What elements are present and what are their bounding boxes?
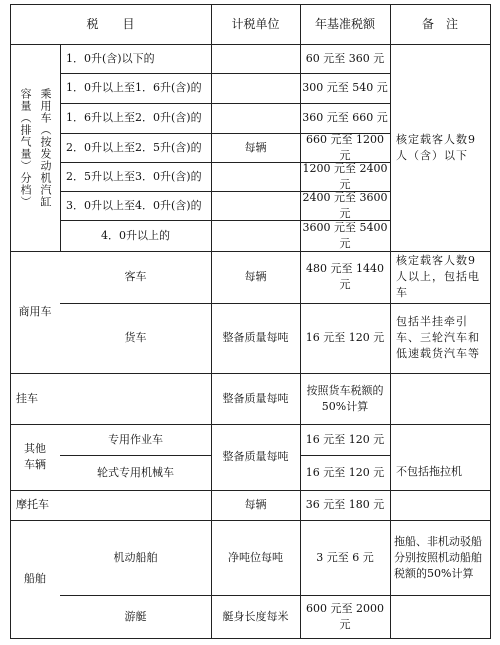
trailer-category: 挂车: [16, 391, 38, 405]
bus-unit: 每辆: [244, 270, 267, 283]
passenger-amount: 3600 元至 5400 元: [302, 220, 388, 250]
other-note: 不包括拖拉机: [396, 465, 462, 478]
motor-vessel-note: 拖船、非机动驳船分别按照机动船舶税额的50%计算: [394, 534, 482, 580]
passenger-row-label: 2．0升以上至2．5升(含)的: [66, 140, 202, 154]
passenger-amount: 60 元至 360 元: [305, 51, 385, 65]
yacht-label: 游艇: [124, 609, 147, 623]
bus-note: 核定载客人数9人以上，包括电车: [396, 254, 480, 299]
passenger-note: 核定载客人数9人（含）以下: [396, 132, 476, 162]
other-unit: 整备质量每吨: [222, 450, 289, 463]
motorcycle-unit: 每辆: [244, 498, 267, 511]
header-note: 备 注: [421, 17, 458, 31]
passenger-row-label: 1．0升(含)以下的: [66, 51, 155, 65]
yacht-amount: 600 元至 2000 元: [306, 601, 384, 631]
passenger-amount: 660 元至 1200 元: [306, 132, 384, 162]
passenger-amount: 300 元至 540 元: [302, 81, 388, 94]
other-amount: 16 元至 120 元: [305, 432, 385, 446]
passenger-amount: 2400 元至 3600 元: [302, 190, 388, 220]
truck-note: 包括半挂牵引车、三轮汽车和低速载货汽车等: [396, 315, 480, 360]
other-row-label: 轮式专用机械车: [97, 465, 174, 479]
motor-vessel-amount: 3 元至 6 元: [316, 550, 374, 564]
passenger-row-label: 1．0升以上至1．6升(含)的: [66, 81, 202, 94]
truck-amount: 16 元至 120 元: [305, 331, 385, 344]
passenger-category-label: 乘用车（按发动机汽缸: [39, 87, 52, 208]
vessel-category: 船舶: [24, 572, 46, 585]
yacht-unit: 艇身长度每米: [222, 609, 289, 623]
passenger-amount: 360 元至 660 元: [302, 111, 388, 124]
motorcycle-amount: 36 元至 180 元: [305, 498, 385, 511]
other-row-label: 专用作业车: [108, 432, 163, 446]
trailer-unit: 整备质量每吨: [222, 391, 289, 405]
passenger-category-sub: 容量（排气量）分档）: [19, 87, 32, 208]
other-category: 其他车辆: [24, 442, 46, 471]
passenger-row-label: 3．0升以上至4．0升(含)的: [66, 198, 202, 212]
passenger-row-label: 1．6升以上至2．0升(含)的: [66, 111, 202, 124]
header-item: 税 目: [86, 17, 135, 31]
header-unit: 计税单位: [231, 17, 280, 31]
trailer-amount: 按照货车税额的50%计算: [306, 383, 384, 413]
grid-line: [10, 638, 491, 639]
commercial-category: 商用车: [18, 305, 52, 318]
motorcycle-category: 摩托车: [16, 498, 49, 511]
truck-unit: 整备质量每吨: [222, 331, 289, 344]
other-amount: 16 元至 120 元: [305, 465, 385, 479]
bus-label: 客车: [124, 270, 147, 283]
motor-vessel-unit: 净吨位每吨: [228, 550, 283, 564]
header-amount: 年基准税额: [314, 17, 375, 31]
passenger-amount: 1200 元至 2400 元: [302, 161, 388, 191]
motor-vessel-label: 机动船舶: [113, 550, 158, 564]
grid-line: [490, 4, 491, 639]
truck-label: 货车: [124, 331, 147, 344]
passenger-category: [10, 44, 60, 251]
passenger-row-label: 2．5升以上至3．0升(含)的: [66, 169, 202, 183]
passenger-unit: 每辆: [244, 140, 267, 154]
passenger-row-label: 4．0升以上的: [101, 228, 170, 242]
bus-amount: 480 元至 1440 元: [306, 262, 384, 291]
